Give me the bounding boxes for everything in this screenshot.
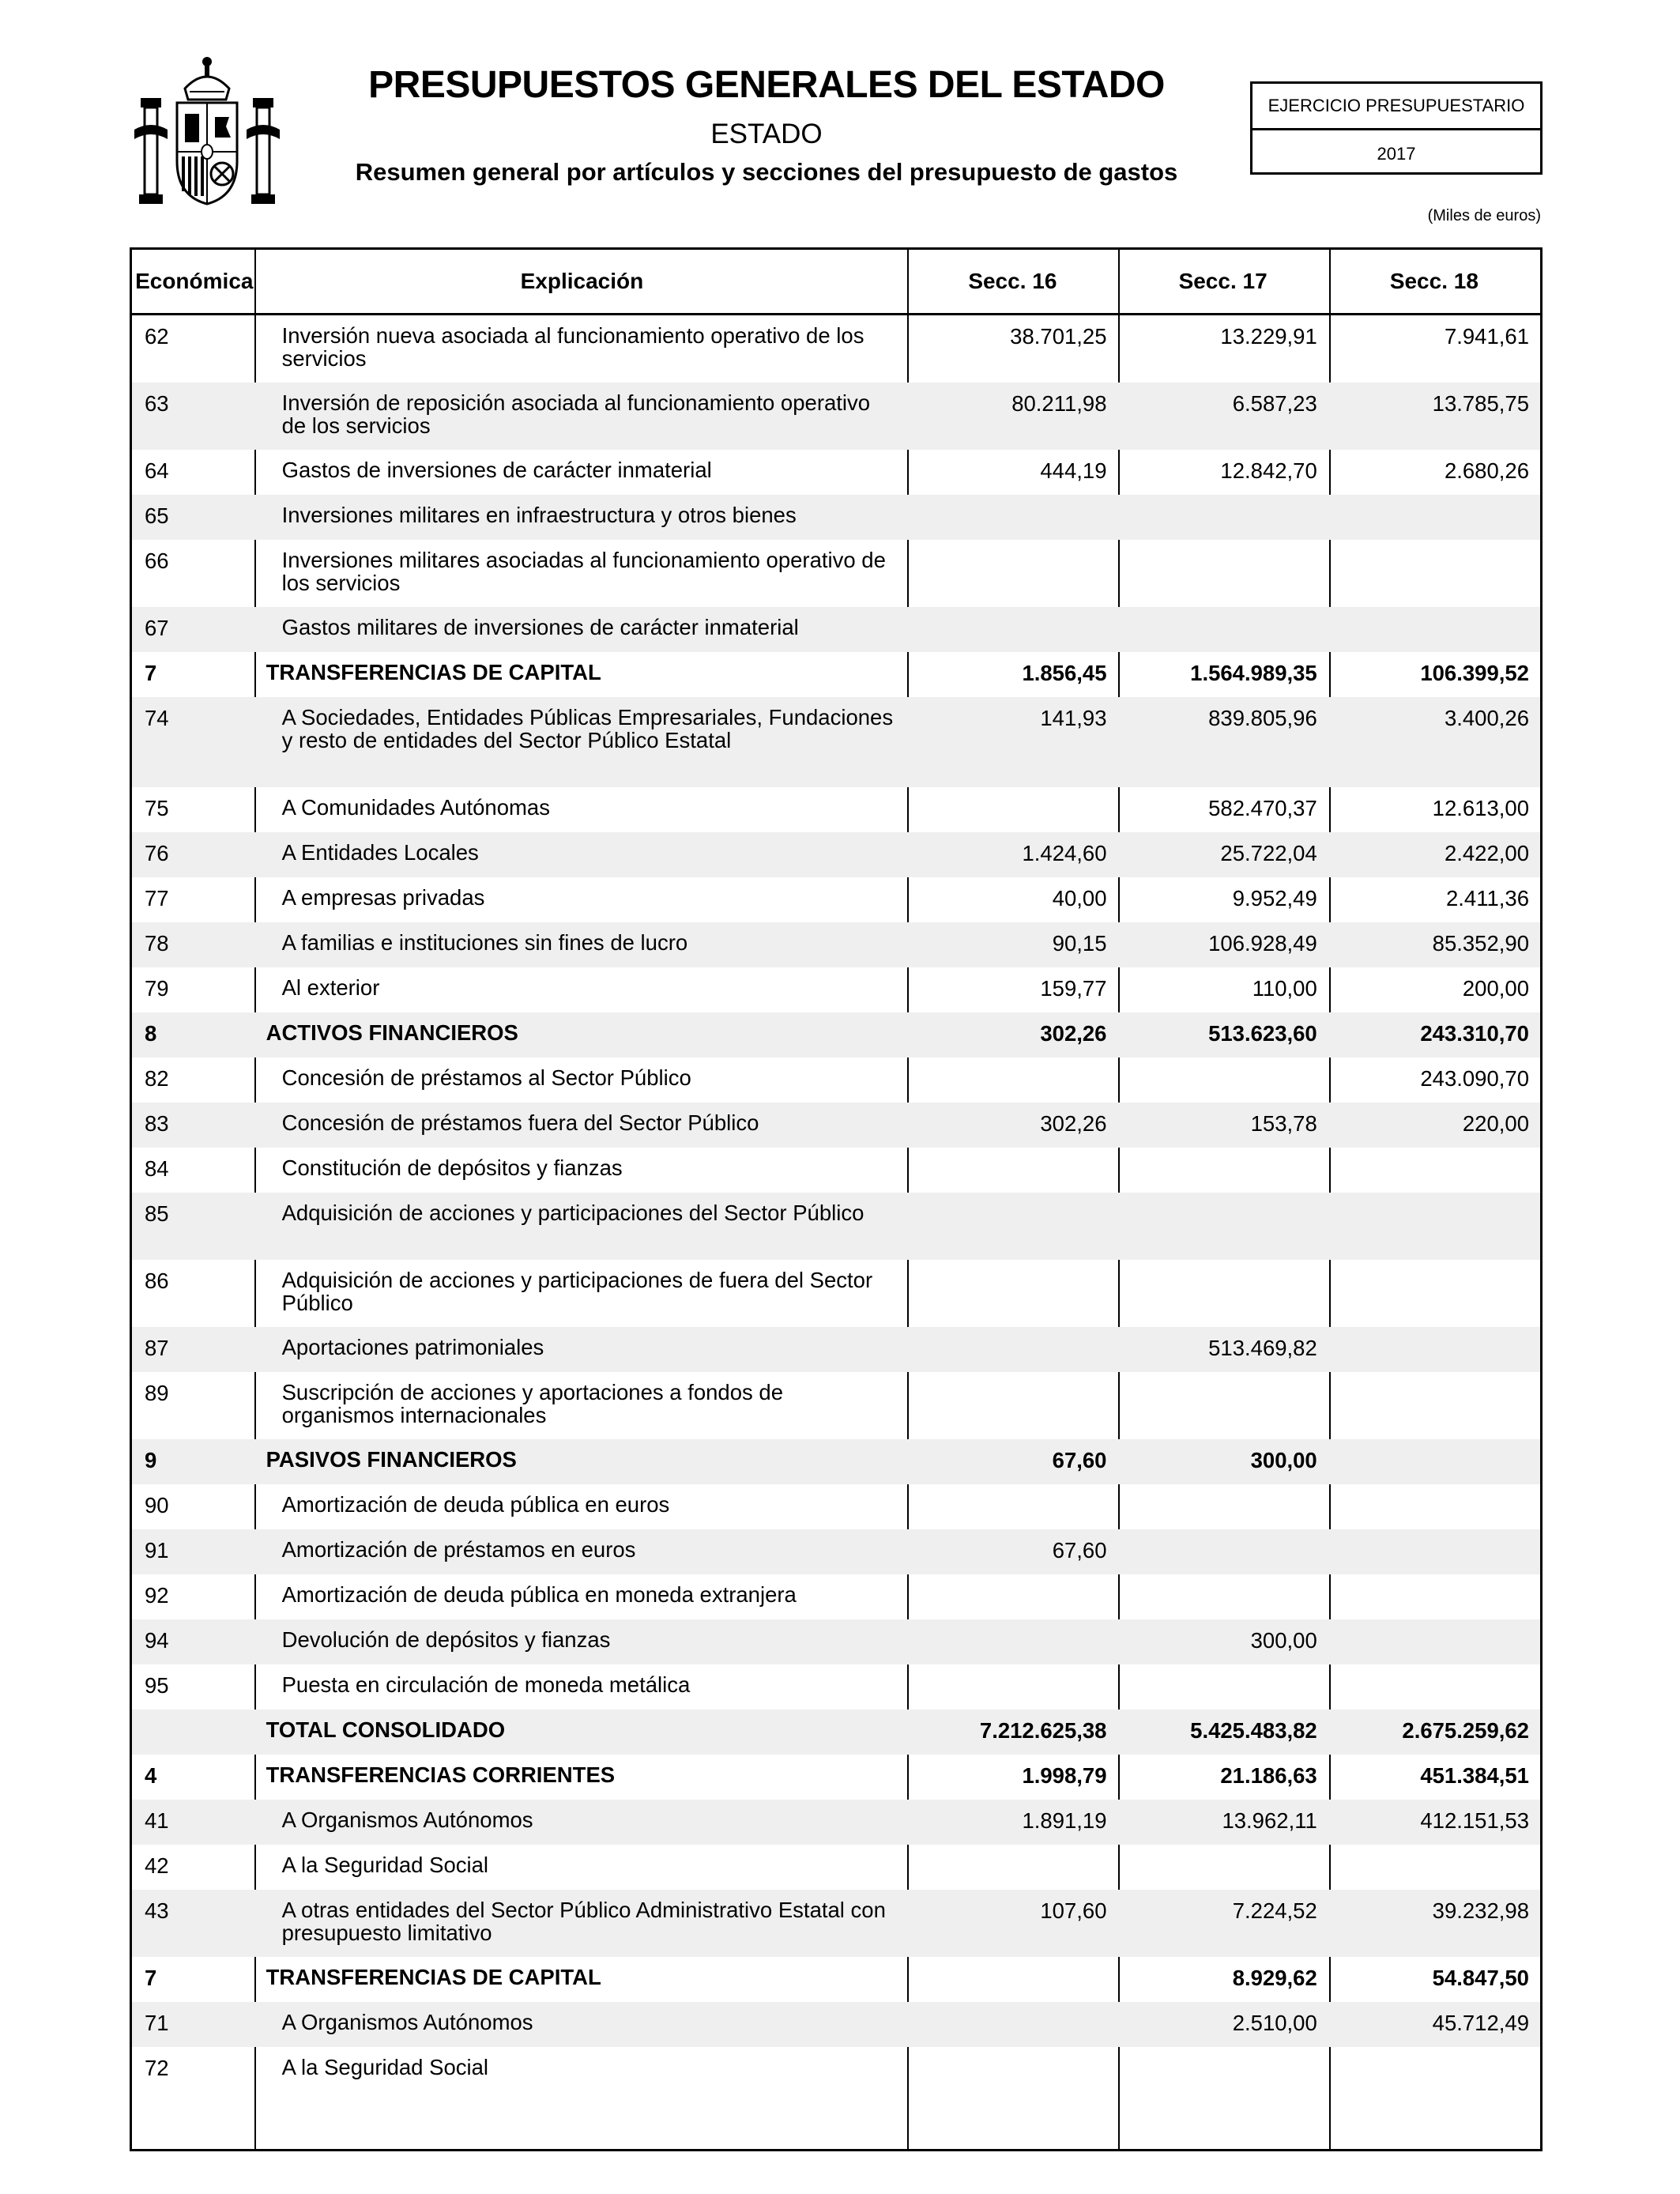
cell-code: 72 [145, 2056, 169, 2080]
cell-code: 83 [145, 1111, 169, 1136]
cell-code: 87 [145, 1336, 169, 1360]
table-row [132, 1148, 1540, 1193]
table-body [132, 315, 1540, 2092]
page-subtitle: ESTADO [710, 119, 823, 149]
cell-secc18 [1328, 1372, 1540, 1439]
cell-secc18 [1328, 2047, 1540, 2092]
cell-secc18: 54.847,50 [1432, 1966, 1529, 1990]
cell-secc18: 243.310,70 [1420, 1021, 1529, 1046]
cell-secc17: 839.805,96 [1208, 706, 1317, 730]
table-row [132, 495, 1540, 540]
cell-secc16 [907, 1193, 1117, 1260]
cell-secc17 [1118, 607, 1328, 652]
cell-code: 8 [145, 1021, 157, 1046]
cell-secc18: 12.613,00 [1432, 796, 1529, 820]
header-secc16: Secc. 16 [968, 269, 1057, 293]
cell-secc18: 2.680,26 [1444, 458, 1529, 483]
cell-secc18: 45.712,49 [1432, 2011, 1529, 2035]
cell-secc18: 243.090,70 [1420, 1066, 1529, 1091]
table-row [132, 922, 1540, 967]
page-title: PRESUPUESTOS GENERALES DEL ESTADO [368, 64, 1165, 106]
cell-secc17 [1118, 1484, 1328, 1529]
cell-secc16 [907, 1619, 1117, 1664]
cell-secc18: 13.785,75 [1432, 391, 1529, 416]
units-note: (Miles de euros) [1427, 207, 1541, 224]
table-row [132, 1664, 1540, 1710]
cell-secc17: 106.928,49 [1208, 931, 1317, 956]
cell-explanation: Adquisición de acciones y participaciones de fuera del Sector Público [281, 1268, 873, 1315]
table-row [132, 1529, 1540, 1574]
cell-secc18 [1328, 1529, 1540, 1574]
cell-secc16 [907, 1957, 1117, 2002]
cell-explanation: Suscripción de acciones y aportaciones a fondos de organismos internacionales [281, 1380, 783, 1427]
cell-code: 43 [145, 1898, 169, 1923]
cell-code: 90 [145, 1493, 169, 1517]
cell-code: 82 [145, 1066, 169, 1091]
cell-explanation: Puesta en circulación de moneda metálica [281, 1672, 691, 1697]
table-row [132, 383, 1540, 450]
header-economica: Económica [135, 269, 254, 293]
table-row [132, 1800, 1540, 1845]
cell-code: 42 [145, 1853, 169, 1878]
cell-secc17: 153,78 [1250, 1111, 1317, 1136]
cell-secc16: 1.424,60 [1022, 841, 1107, 865]
cell-explanation: Gastos militares de inversiones de carácter inmaterial [281, 615, 799, 639]
cell-explanation: Inversión de reposición asociada al funcionamiento operativo de los servicios [281, 390, 871, 438]
cell-explanation: A empresas privadas [281, 885, 485, 910]
cell-code: 71 [145, 2011, 169, 2035]
table-row [132, 2002, 1540, 2047]
cell-secc16 [907, 1260, 1117, 1327]
cell-secc17 [1118, 1260, 1328, 1327]
cell-secc17 [1118, 1574, 1328, 1619]
budget-table [130, 247, 1543, 2151]
table-row [132, 787, 1540, 832]
table-row [132, 1845, 1540, 1890]
cell-secc16: 67,60 [1052, 1538, 1107, 1563]
cell-secc16 [907, 787, 1117, 832]
cell-code: 91 [145, 1538, 169, 1563]
cell-explanation: A familias e instituciones sin fines de lucro [281, 930, 688, 955]
cell-secc16: 7.212.625,38 [979, 1718, 1107, 1743]
cell-secc18 [1328, 1845, 1540, 1890]
table-row [132, 1574, 1540, 1619]
cell-secc16: 302,26 [1040, 1021, 1107, 1046]
table-row [132, 697, 1540, 787]
cell-explanation: TRANSFERENCIAS DE CAPITAL [266, 1965, 601, 1989]
cell-secc18: 451.384,51 [1420, 1763, 1529, 1788]
cell-secc17: 2.510,00 [1232, 2011, 1317, 2035]
table-header [132, 250, 1540, 315]
coat-of-arms-icon [133, 51, 281, 209]
cell-secc17: 300,00 [1250, 1628, 1317, 1653]
cell-secc18 [1328, 1619, 1540, 1664]
cell-secc16: 159,77 [1040, 976, 1107, 1001]
cell-secc18: 7.941,61 [1444, 324, 1529, 349]
cell-explanation: Inversiones militares en infraestructura y otros bienes [281, 503, 797, 527]
cell-code: 67 [145, 616, 169, 640]
cell-secc16: 90,15 [1052, 931, 1107, 956]
cell-secc16: 80.211,98 [1011, 391, 1107, 416]
cell-code: 85 [145, 1201, 169, 1226]
cell-code: 7 [145, 661, 157, 685]
cell-secc17 [1118, 2047, 1328, 2092]
cell-explanation: TRANSFERENCIAS DE CAPITAL [266, 660, 601, 684]
cell-secc16: 38.701,25 [1010, 324, 1107, 349]
cell-explanation: Inversiones militares asociadas al funcionamiento operativo de los servicios [281, 548, 886, 595]
cell-explanation: Concesión de préstamos al Sector Público [281, 1065, 691, 1090]
cell-secc18: 3.400,26 [1444, 706, 1529, 730]
cell-secc16 [907, 1148, 1117, 1193]
table-row [132, 652, 1540, 697]
cell-secc17 [1118, 1529, 1328, 1574]
cell-code: 94 [145, 1628, 169, 1653]
cell-explanation: ACTIVOS FINANCIEROS [266, 1020, 518, 1045]
cell-secc18 [1328, 1664, 1540, 1710]
table-row [132, 1057, 1540, 1103]
cell-secc16 [907, 2002, 1117, 2047]
cell-secc18: 85.352,90 [1432, 931, 1529, 956]
cell-secc16 [907, 495, 1117, 540]
cell-code: 64 [145, 458, 169, 483]
cell-secc18 [1328, 1574, 1540, 1619]
cell-secc18 [1328, 1260, 1540, 1327]
cell-secc17 [1118, 1372, 1328, 1439]
cell-secc18: 2.411,36 [1445, 886, 1529, 910]
cell-explanation: Adquisición de acciones y participaciones del Sector Público [281, 1201, 864, 1225]
table-row [132, 1372, 1540, 1439]
cell-secc16 [907, 1664, 1117, 1710]
cell-code: 75 [145, 796, 169, 820]
cell-secc16: 1.856,45 [1022, 661, 1107, 685]
cell-code: 79 [145, 976, 169, 1001]
cell-secc17 [1118, 1193, 1328, 1260]
cell-code: 86 [145, 1269, 169, 1293]
cell-explanation: Inversión nueva asociada al funcionamiento operativo de los servicios [281, 323, 864, 371]
cell-code: 62 [145, 324, 169, 349]
cell-code: 4 [145, 1763, 157, 1788]
cell-secc17: 8.929,62 [1232, 1966, 1317, 1990]
header-explicacion: Explicación [520, 269, 644, 293]
cell-explanation: Gastos de inversiones de carácter inmaterial [281, 458, 712, 482]
table-row [132, 832, 1540, 877]
table-row [132, 1755, 1540, 1800]
cell-secc18 [1328, 1148, 1540, 1193]
cell-secc18 [1328, 1193, 1540, 1260]
table-row [132, 967, 1540, 1012]
cell-secc16: 1.891,19 [1022, 1808, 1107, 1833]
cell-secc17: 300,00 [1250, 1448, 1317, 1472]
table-row [132, 1484, 1540, 1529]
cell-secc17: 5.425.483,82 [1190, 1718, 1317, 1743]
cell-code: 92 [145, 1583, 169, 1608]
cell-secc16: 40,00 [1052, 886, 1107, 910]
cell-code: 66 [145, 548, 169, 573]
cell-secc16 [907, 607, 1117, 652]
cell-secc17: 110,00 [1252, 976, 1317, 1001]
table-row [132, 1439, 1540, 1484]
cell-code: 76 [145, 841, 169, 865]
cell-secc16 [907, 1327, 1117, 1372]
table-row [132, 1103, 1540, 1148]
page-description: Resumen general por artículos y secciones del presupuesto de gastos [355, 158, 1178, 186]
cell-code: 95 [145, 1673, 169, 1698]
table-row [132, 1327, 1540, 1372]
cell-code: 84 [145, 1156, 169, 1181]
cell-secc18: 106.399,52 [1420, 661, 1529, 685]
cell-code: 89 [145, 1381, 169, 1405]
table-row [132, 1012, 1540, 1057]
cell-code: 74 [145, 706, 169, 730]
cell-secc18 [1328, 1439, 1540, 1484]
cell-explanation: Amortización de deuda pública en euros [281, 1492, 670, 1517]
cell-secc18 [1328, 495, 1540, 540]
cell-explanation: PASIVOS FINANCIEROS [266, 1447, 517, 1472]
cell-secc18: 220,00 [1462, 1111, 1529, 1136]
cell-explanation: A la Seguridad Social [281, 1853, 489, 1877]
cell-secc16: 302,26 [1040, 1111, 1107, 1136]
cell-secc18: 2.422,00 [1444, 841, 1529, 865]
cell-explanation: Al exterior [281, 975, 380, 1000]
cell-explanation: A Entidades Locales [281, 840, 479, 865]
cell-code: 41 [145, 1808, 169, 1833]
cell-code: 78 [145, 931, 169, 956]
cell-code: 65 [145, 503, 169, 528]
cell-code: 7 [145, 1966, 157, 1990]
cell-secc16: 444,19 [1040, 458, 1107, 483]
cell-secc18 [1328, 1484, 1540, 1529]
cell-secc16 [907, 1372, 1117, 1439]
cell-secc17: 25.722,04 [1220, 841, 1317, 865]
cell-secc17: 1.564.989,35 [1190, 661, 1317, 685]
table-row [132, 1193, 1540, 1260]
table-row [132, 607, 1540, 652]
cell-secc18 [1328, 607, 1540, 652]
cell-secc18: 200,00 [1462, 976, 1529, 1001]
cell-secc16: 141,93 [1040, 706, 1107, 730]
cell-secc17: 582.470,37 [1208, 796, 1317, 820]
cell-explanation: A la Seguridad Social [281, 2055, 489, 2079]
cell-secc18: 2.675.259,62 [1402, 1718, 1529, 1743]
cell-secc17: 21.186,63 [1220, 1763, 1317, 1788]
header-secc17: Secc. 17 [1178, 269, 1268, 293]
cell-secc17: 513.469,82 [1208, 1336, 1317, 1360]
exercise-box [1250, 81, 1543, 175]
cell-secc16: 1.998,79 [1022, 1763, 1107, 1788]
cell-code: 9 [145, 1448, 157, 1472]
cell-secc17 [1118, 1664, 1328, 1710]
cell-secc16 [907, 1057, 1117, 1103]
cell-secc17: 12.842,70 [1220, 458, 1317, 483]
cell-secc18 [1328, 1327, 1540, 1372]
cell-secc17: 6.587,23 [1232, 391, 1317, 416]
cell-secc18: 412.151,53 [1420, 1808, 1529, 1833]
cell-secc17: 13.229,91 [1220, 324, 1317, 349]
table-row [132, 1957, 1540, 2002]
cell-secc17: 9.952,49 [1232, 886, 1317, 910]
cell-explanation: A Organismos Autónomos [281, 1808, 533, 1832]
cell-code: 77 [145, 886, 169, 910]
table-row [132, 315, 1540, 383]
cell-explanation: TOTAL CONSOLIDADO [266, 1717, 506, 1742]
cell-explanation: Amortización de préstamos en euros [281, 1537, 636, 1562]
cell-code [132, 1710, 257, 1755]
cell-explanation: A Organismos Autónomos [281, 2010, 533, 2034]
cell-secc17: 13.962,11 [1222, 1808, 1317, 1833]
cell-explanation: Aportaciones patrimoniales [281, 1335, 544, 1359]
table-row [132, 2047, 1540, 2092]
cell-secc16 [907, 540, 1117, 607]
cell-explanation: A otras entidades del Sector Público Administrativo Estatal con presupuesto limitativo [281, 1898, 886, 1945]
exercise-label: EJERCICIO PRESUPUESTARIO [1252, 84, 1540, 130]
cell-explanation: A Sociedades, Entidades Públicas Empresariales, Fundaciones y resto de entidades del Sector Público Estatal [281, 705, 894, 752]
table-row [132, 1890, 1540, 1957]
cell-secc16 [907, 1484, 1117, 1529]
cell-secc17: 7.224,52 [1232, 1898, 1317, 1923]
cell-explanation: A Comunidades Autónomas [281, 795, 550, 820]
cell-secc16 [907, 1574, 1117, 1619]
table-row [132, 1619, 1540, 1664]
cell-explanation: Devolución de depósitos y fianzas [281, 1627, 611, 1652]
exercise-year: 2017 [1377, 143, 1416, 164]
cell-secc18 [1328, 540, 1540, 607]
table-row [132, 540, 1540, 607]
cell-secc17 [1118, 1148, 1328, 1193]
cell-secc17 [1118, 495, 1328, 540]
cell-secc17: 513.623,60 [1208, 1021, 1317, 1046]
cell-secc16: 67,60 [1052, 1448, 1107, 1472]
cell-explanation: Constitución de depósitos y fianzas [281, 1155, 623, 1180]
cell-secc17 [1118, 1845, 1328, 1890]
cell-code: 63 [145, 391, 169, 416]
header-secc18: Secc. 18 [1389, 269, 1478, 293]
table-row [132, 1260, 1540, 1327]
cell-explanation: TRANSFERENCIAS CORRIENTES [266, 1762, 616, 1787]
cell-explanation: Amortización de deuda pública en moneda extranjera [281, 1582, 797, 1607]
table-row [132, 877, 1540, 922]
cell-secc18: 39.232,98 [1432, 1898, 1529, 1923]
cell-explanation: Concesión de préstamos fuera del Sector Público [281, 1110, 759, 1135]
cell-secc16 [907, 2047, 1117, 2092]
table-row [132, 1710, 1540, 1755]
cell-secc16 [907, 1845, 1117, 1890]
cell-secc17 [1118, 540, 1328, 607]
cell-secc17 [1118, 1057, 1328, 1103]
cell-secc16: 107,60 [1040, 1898, 1107, 1923]
table-row [132, 450, 1540, 495]
